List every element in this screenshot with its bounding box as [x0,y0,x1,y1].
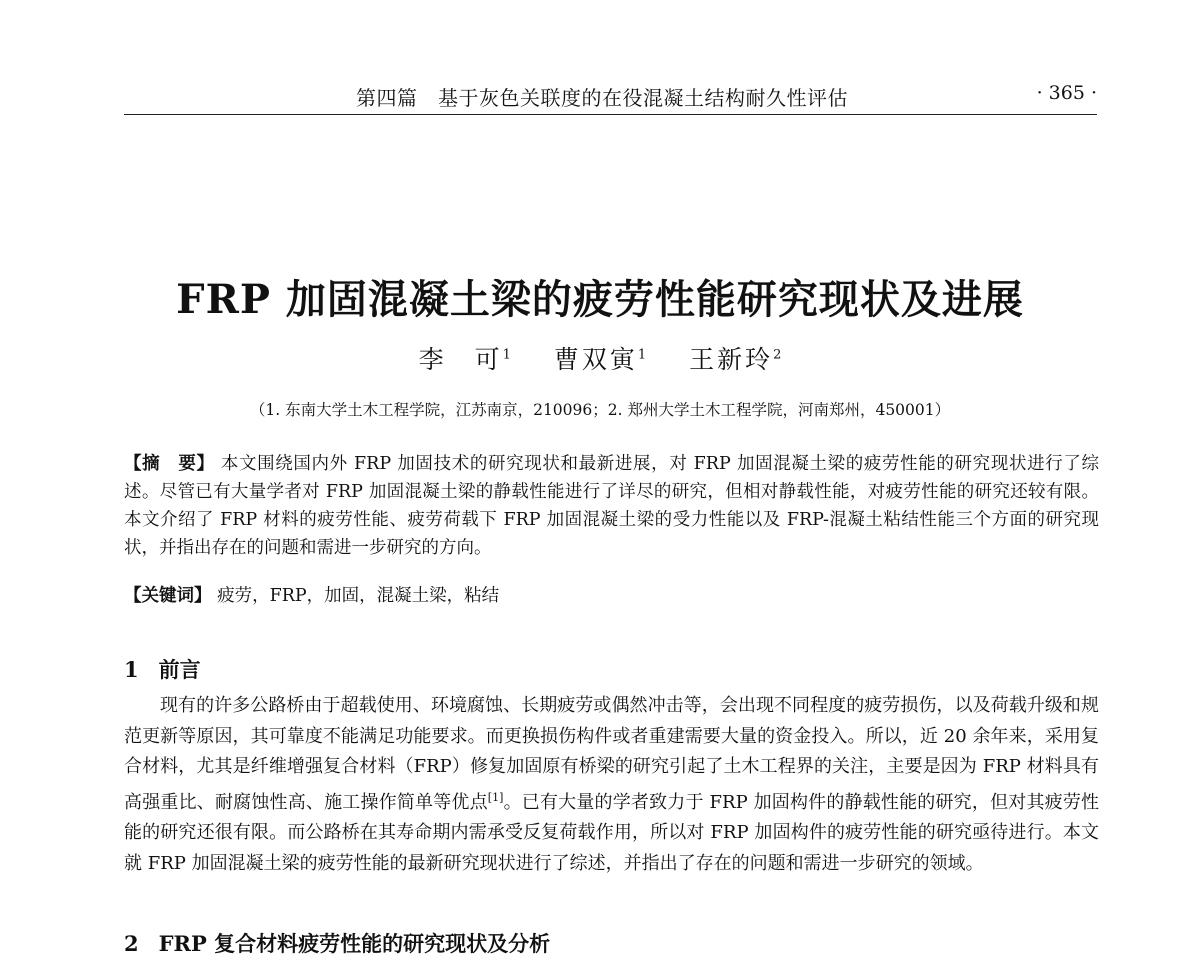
running-title: 第四篇 基于灰色关联度的在役混凝土结构耐久性评估 [356,86,848,110]
affiliation: （1. 东南大学土木工程学院，江苏南京，210096；2. 郑州大学土木工程学院，河南郑州，450001） [249,401,951,419]
abstract [124,450,1099,562]
section-heading-2 [124,928,550,958]
section-heading-1 [124,654,201,684]
section-title: FRP 复合材料疲劳性能的研究现状及分析 [158,931,551,956]
header-rule [124,114,1097,115]
author-name: 李 可 [418,345,503,374]
abstract-text: 本文围绕国内外 FRP 加固技术的研究现状和最新进展，对 FRP 加固混凝土梁的疲劳性能的研究现状进行了综述。尽管已有大量学者对 FRP 加固混凝土梁的静载性能进行了详尽的研究，但相对静载性能，对疲劳性能的研究还较有限。本文介绍了 FRP 材料的疲劳性能、疲劳荷载下 FRP 加固混凝土梁的受力性能以及 FRP-混凝土粘结性能三个方面的研究现状，并指出存在的问题和需进一步研究的方向。 [124,454,1099,558]
author-name: 王新玲 [689,345,774,374]
paragraph-text: 。已有大量的学者致力于 FRP 加固构件的静载性能的研究，但对其疲劳性能的研究还很有限。而公路桥在其寿命期内需承受反复荷载作用，所以对 FRP 加固构件的疲劳性能的研究亟待进行。本文就 FRP 加固混凝土梁的疲劳性能的最新研究现状进行了综述，并指出了存在的问题和需进一步研究的领域。 [124,791,1100,874]
author-affiliation-mark: 1 [637,347,647,363]
author-name: 曹双寅 [553,345,638,374]
section-title: 前言 [158,657,201,682]
keywords [124,582,1099,610]
keywords-text: 疲劳，FRP，加固，混凝土梁，粘结 [217,586,500,606]
section-number: 2 [124,931,139,956]
citation-mark: [1] [487,790,504,804]
paragraph [124,691,1099,879]
running-header [124,82,1097,108]
keywords-label: 【关键词】 [124,586,212,606]
author-affiliation-mark: 1 [502,347,511,363]
author [554,345,646,374]
author [689,345,781,374]
author [419,345,511,374]
page-number: · 365 · [1036,82,1097,104]
section-number: 1 [124,657,139,682]
paper-title: FRP 加固混凝土梁的疲劳性能研究现状及进展 [176,276,1024,323]
paragraph-text: 现有的许多公路桥由于超载使用、环境腐蚀、长期疲劳或偶然冲击等，会出现不同程度的疲劳损伤，以及荷载升级和规范更新等原因，其可靠度不能满足功能要求。而更换损伤构件或者重建需要大量的资金投入。所以，近 20 余年来，采用复合材料，尤其是纤维增强复合材料（FRP）修复加固原有桥梁的研究引起了土木工程界的关注，主要是因为 FRP 材料具有高强重比、耐腐蚀性高、施工操作简单等优点 [124,695,1099,813]
author-list [0,340,1200,376]
author-affiliation-mark: 2 [773,347,782,363]
abstract-label: 【摘 要】 [124,454,215,474]
section-1-body [124,691,1099,879]
